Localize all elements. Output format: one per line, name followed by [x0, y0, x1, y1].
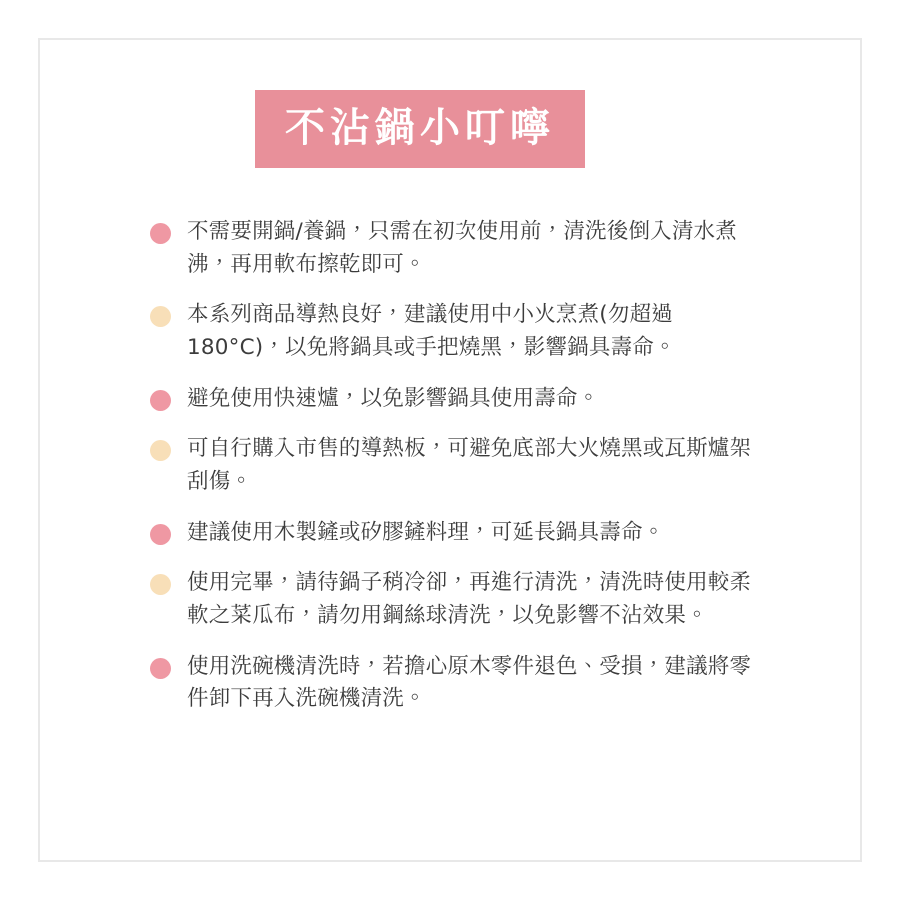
list-item — [150, 517, 770, 550]
list-item — [150, 567, 770, 632]
list-item — [150, 299, 770, 364]
bullet-icon — [150, 440, 171, 461]
page-title: 不沾鍋小叮嚀 — [255, 90, 585, 168]
tip-text: 不需要開鍋/養鍋，只需在初次使用前，清洗後倒入清水煮沸，再用軟布擦乾即可。 — [187, 219, 737, 277]
bullet-icon — [150, 390, 171, 411]
bullet-icon — [150, 223, 171, 244]
tip-text: 本系列商品導熱良好，建議使用中小火烹煮(勿超過180°C)，以免將鍋具或手把燒黑，影響鍋具壽命。 — [187, 302, 676, 361]
tip-text: 建議使用木製鏟或矽膠鏟料理，可延長鍋具壽命。 — [187, 519, 665, 545]
list-item — [150, 433, 770, 498]
tip-text: 避免使用快速爐，以免影響鍋具使用壽命。 — [187, 385, 600, 411]
content-area — [150, 90, 770, 734]
bullet-icon — [150, 524, 171, 545]
tip-text: 使用洗碗機清洗時，若擔心原木零件退色、受損，建議將零件卸下再入洗碗機清洗。 — [187, 653, 752, 712]
list-item — [150, 383, 770, 416]
list-item — [150, 216, 770, 281]
tips-list — [150, 216, 770, 716]
bullet-icon — [150, 574, 171, 595]
tip-text: 使用完畢，請待鍋子稍冷卻，再進行清洗，清洗時使用較柔軟之菜瓜布，請勿用鋼絲球清洗，以免影響不沾效果。 — [187, 570, 752, 629]
bullet-icon — [150, 306, 171, 327]
list-item — [150, 651, 770, 716]
bullet-icon — [150, 658, 171, 679]
tip-text: 可自行購入市售的導熱板，可避免底部大火燒黑或瓦斯爐架刮傷。 — [187, 436, 752, 495]
